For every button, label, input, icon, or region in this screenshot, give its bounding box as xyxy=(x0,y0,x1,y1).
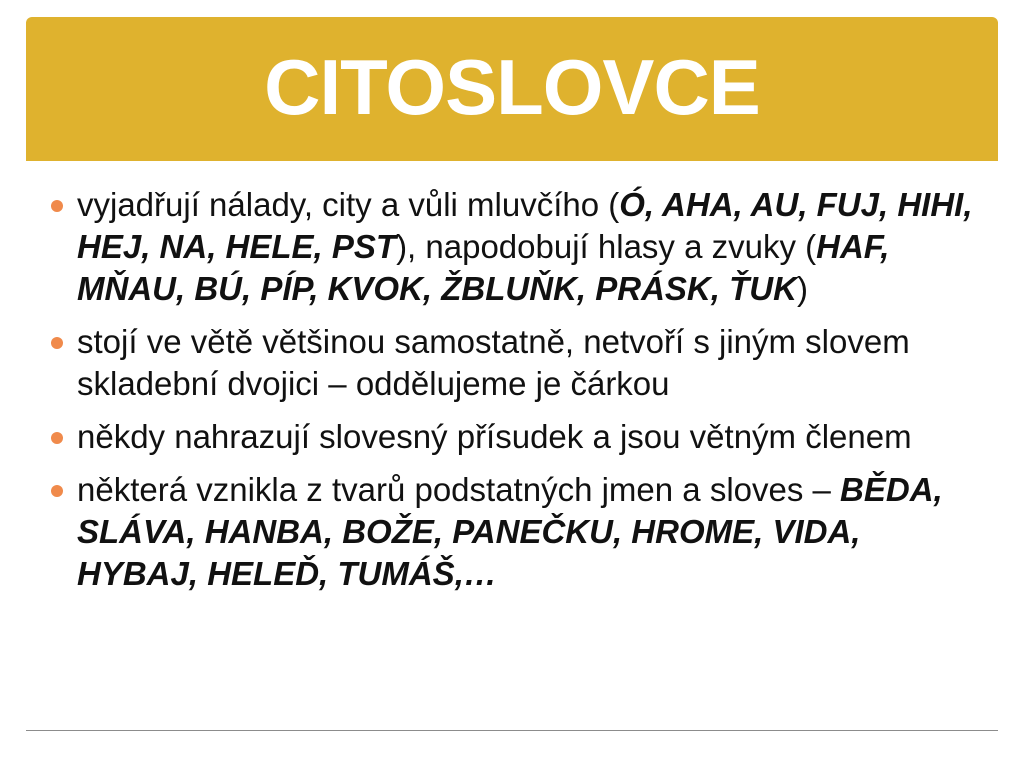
bullet-examples: HAF, MŇAU, BÚ, PÍP, KVOK, ŽBLUŇK, PRÁSK, ŤUK xyxy=(77,228,890,307)
footer-divider xyxy=(26,730,998,731)
bullet-text: vyjadřují nálady, city a vůli mluvčího ( xyxy=(77,186,620,223)
bullet-text: ), napodobují hlasy a zvuky ( xyxy=(396,228,817,265)
bullet-dot-icon xyxy=(51,432,63,444)
title-band xyxy=(26,17,998,161)
bullet-text: ) xyxy=(796,270,808,307)
slide-title: CITOSLOVCE xyxy=(264,43,760,131)
bullet-examples: Ó, AHA, AU, FUJ, HIHI, HEJ, NA, HELE, PST xyxy=(77,186,973,265)
bullet-item-expressing-moods xyxy=(48,184,978,310)
bullet-text: stojí ve větě většinou samostatně, netvoří s jiným slovem skladební dvojici – oddělujeme je čárkou xyxy=(77,323,910,402)
bullet-text: některá vznikla z tvarů podstatných jmen a sloves – xyxy=(77,471,841,508)
bullet-dot-icon xyxy=(51,485,63,497)
slide-content xyxy=(48,184,978,606)
bullet-dot-icon xyxy=(51,200,63,212)
bullet-item-sentence-position xyxy=(48,321,978,405)
bullet-item-origin xyxy=(48,469,978,595)
bullet-dot-icon xyxy=(51,337,63,349)
bullet-list xyxy=(48,184,978,595)
bullet-examples: BĚDA, SLÁVA, HANBA, BOŽE, PANEČKU, HROME, VIDA, HYBAJ, HELEĎ, TUMÁŠ,… xyxy=(77,471,943,592)
bullet-text: někdy nahrazují slovesný přísudek a jsou větným členem xyxy=(77,418,912,455)
bullet-item-predicate xyxy=(48,416,978,458)
